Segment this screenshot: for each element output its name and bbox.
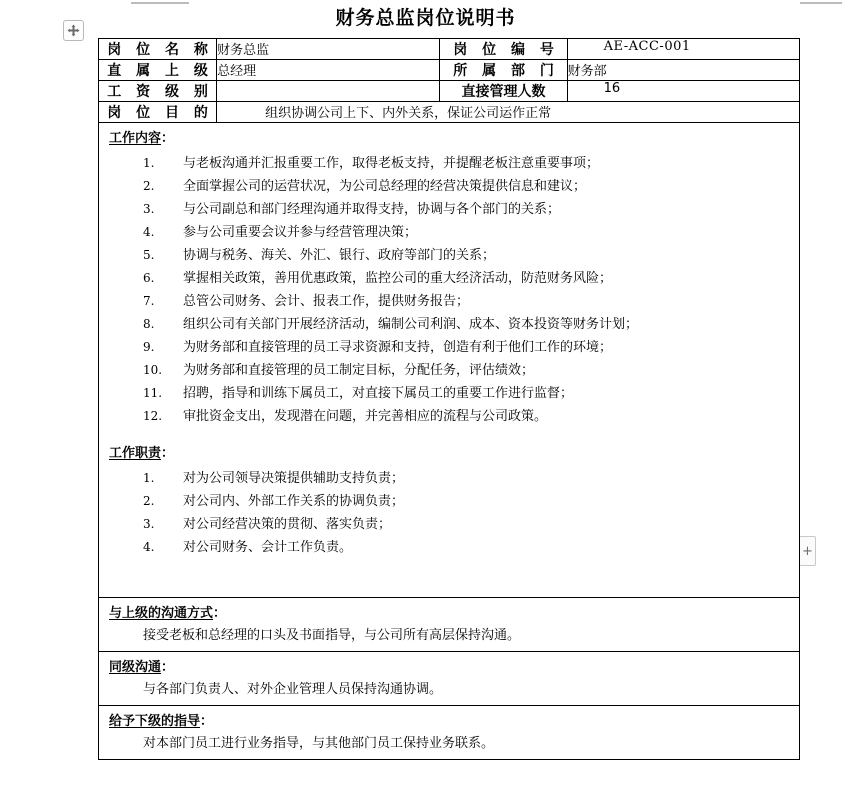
- table-row-downward-guidance: [99, 706, 800, 760]
- list-item: 为财务部和直接管理的员工寻求资源和支持，创造有利于他们工作的环境；: [183, 340, 613, 355]
- table-row-peer-communication: [99, 652, 800, 706]
- section-spacer: [99, 559, 799, 575]
- field-value-job-purpose[interactable]: 组织协调公司上下、内外关系，保证公司运作正常: [217, 102, 800, 123]
- field-value-job-code[interactable]: AE-ACC-001: [567, 39, 799, 60]
- section-heading-work-duty: 工作职责：: [109, 446, 175, 461]
- table-row: [99, 102, 800, 123]
- field-label-direct-reports: 直接管理人数: [440, 81, 567, 102]
- upward-communication-text: 接受老板和总经理的口头及书面指导，与公司所有高层保持沟通。: [143, 628, 521, 643]
- list-item: 参与公司重要会议并参与经营管理决策；: [183, 225, 418, 240]
- work-duty-list: [109, 467, 799, 559]
- table-row: [99, 60, 800, 81]
- field-label-job-code: 岗 位 编 号: [440, 39, 567, 60]
- section-spacer: [99, 591, 799, 597]
- field-value-direct-supervisor[interactable]: 总经理: [217, 60, 440, 81]
- field-value-direct-reports[interactable]: 16: [567, 81, 799, 102]
- section-spacer: [99, 575, 799, 591]
- section-heading-downward-guidance: 给予下级的指导：: [109, 714, 214, 729]
- responsibilities-cell: [99, 123, 800, 598]
- plus-icon: +: [802, 543, 813, 559]
- list-item: 对公司内、外部工作关系的协调负责；: [183, 494, 405, 509]
- downward-guidance-text: 对本部门员工进行业务指导，与其他部门员工保持业务联系。: [143, 736, 495, 751]
- field-label-job-title: 岗 位 名 称: [99, 39, 217, 60]
- list-item: 组织公司有关部门开展经济活动，编制公司利润、成本、资本投资等财务计划；: [183, 317, 639, 332]
- upward-communication-cell: [99, 598, 800, 652]
- field-value-salary-grade[interactable]: [217, 81, 440, 102]
- section-heading-work-content: 工作内容：: [109, 131, 175, 146]
- list-item: 总管公司财务、会计、报表工作，提供财务报告；: [183, 294, 470, 309]
- list-item: 对公司经营决策的贯彻、落实负责；: [183, 517, 392, 532]
- list-item: 全面掌握公司的运营状况，为公司总经理的经营决策提供信息和建议；: [183, 179, 587, 194]
- field-label-salary-grade: 工 资 级 别: [99, 81, 217, 102]
- list-item: 为财务部和直接管理的员工制定目标，分配任务，评估绩效；: [183, 363, 535, 378]
- peer-communication-text: 与各部门负责人、对外企业管理人员保持沟通协调。: [143, 682, 443, 697]
- list-item: 对公司财务、会计工作负责。: [183, 540, 353, 555]
- job-description-table: [98, 38, 800, 760]
- list-item: 与老板沟通并汇报重要工作，取得老板支持，并提醒老板注意重要事项；: [183, 156, 600, 171]
- field-label-job-purpose: 岗 位 目 的: [99, 102, 217, 123]
- field-value-department[interactable]: 财务部: [567, 60, 799, 81]
- list-item: 掌握相关政策，善用优惠政策，监控公司的重大经济活动，防范财务风险；: [183, 271, 613, 286]
- table-row: [99, 81, 800, 102]
- field-label-department: 所 属 部 门: [440, 60, 567, 81]
- section-heading-upward-communication: 与上级的沟通方式：: [109, 606, 227, 621]
- downward-guidance-cell: [99, 706, 800, 760]
- list-item: 招聘，指导和训练下属员工，对直接下属员工的重要工作进行监督；: [183, 386, 574, 401]
- section-heading-peer-communication: 同级沟通：: [109, 660, 175, 675]
- list-item: 审批资金支出，发现潜在问题，并完善相应的流程与公司政策。: [183, 409, 548, 424]
- list-item: 对为公司领导决策提供辅助支持负责；: [183, 471, 405, 486]
- list-item: 与公司副总和部门经理沟通并取得支持，协调与各个部门的关系；: [183, 202, 561, 217]
- field-label-direct-supervisor: 直 属 上 级: [99, 60, 217, 81]
- table-row: [99, 39, 800, 60]
- list-item: 协调与税务、海关、外汇、银行、政府等部门的关系；: [183, 248, 496, 263]
- field-value-job-title[interactable]: 财务总监: [217, 39, 440, 60]
- table-row-body: [99, 123, 800, 598]
- table-row-upward-communication: [99, 598, 800, 652]
- insert-row-plus-button[interactable]: [799, 536, 816, 566]
- work-content-list: [109, 152, 799, 428]
- peer-communication-cell: [99, 652, 800, 706]
- page-title: 财务总监岗位说明书: [335, 7, 516, 29]
